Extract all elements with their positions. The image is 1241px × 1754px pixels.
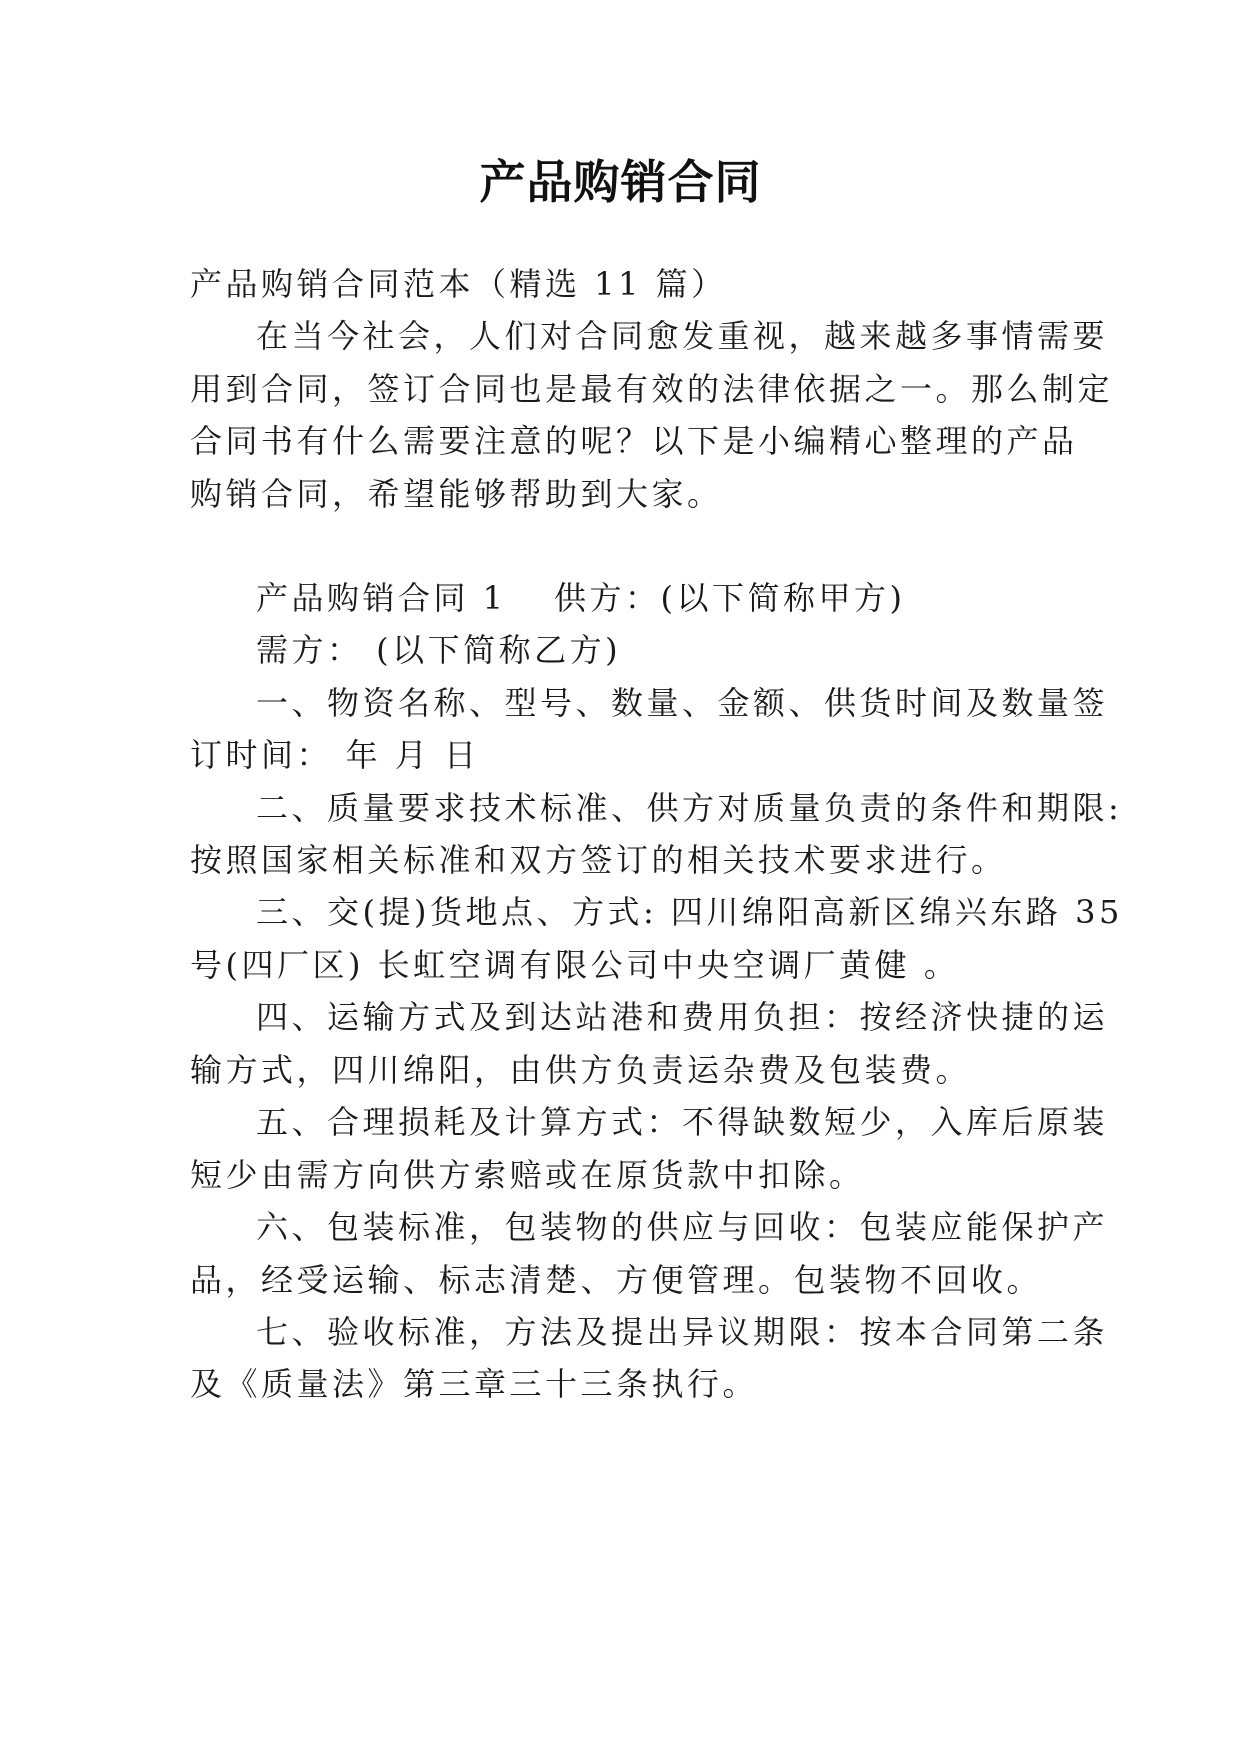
clause-continuation-line: 及《质量法》第三章三十三条执行。 xyxy=(190,1365,759,1403)
clause-first-line: 五、合理损耗及计算方式：不得缺数短少，入库后原装 xyxy=(256,1103,1109,1141)
intro-line: 用到合同，签订合同也是最有效的法律依据之一。那么制定 xyxy=(190,370,1114,408)
clause-first-line: 七、验收标准，方法及提出异议期限：按本合同第二条 xyxy=(256,1313,1109,1351)
clause-continuation-line: 输方式，四川绵阳，由供方负责运杂费及包装费。 xyxy=(190,1051,972,1089)
document-subtitle: 产品购销合同范本（精选 11 篇） xyxy=(190,265,727,303)
intro-line: 合同书有什么需要注意的呢？以下是小编精心整理的产品 xyxy=(190,422,1078,460)
clause-first-line: 四、运输方式及到达站港和费用负担：按经济快捷的运 xyxy=(256,998,1109,1036)
clause-first-line: 三、交(提)货地点、方式: 四川绵阳高新区绵兴东路 35 xyxy=(256,893,1123,931)
clause-continuation-line: 按照国家相关标准和双方签订的相关技术要求进行。 xyxy=(190,841,1007,879)
clause-continuation-line: 品，经受运输、标志清楚、方便管理。包装物不回收。 xyxy=(190,1261,1043,1299)
clause-first-line: 六、包装标准，包装物的供应与回收：包装应能保护产 xyxy=(256,1208,1109,1246)
buyer-line: 需方： (以下简称乙方) xyxy=(256,631,622,669)
supplier-line: 供方：(以下简称甲方) xyxy=(554,579,906,617)
intro-line: 购销合同，希望能够帮助到大家。 xyxy=(190,475,723,513)
clause-continuation-line: 号(四厂区) 长虹空调有限公司中央空调厂黄健 。 xyxy=(190,946,960,984)
clause-continuation-line: 短少由需方向供方索赔或在原货款中扣除。 xyxy=(190,1156,865,1194)
contract-heading: 产品购销合同 1 xyxy=(256,579,507,617)
document-title: 产品购销合同 xyxy=(479,155,762,209)
clause-continuation-line: 订时间： 年 月 日 xyxy=(190,736,480,774)
clause-first-line: 一、物资名称、型号、数量、金额、供货时间及数量签 xyxy=(256,684,1109,722)
intro-line: 在当今社会，人们对合同愈发重视，越来越多事情需要 xyxy=(256,317,1109,355)
clause-first-line: 二、质量要求技术标准、供方对质量负责的条件和期限: xyxy=(256,789,1123,827)
